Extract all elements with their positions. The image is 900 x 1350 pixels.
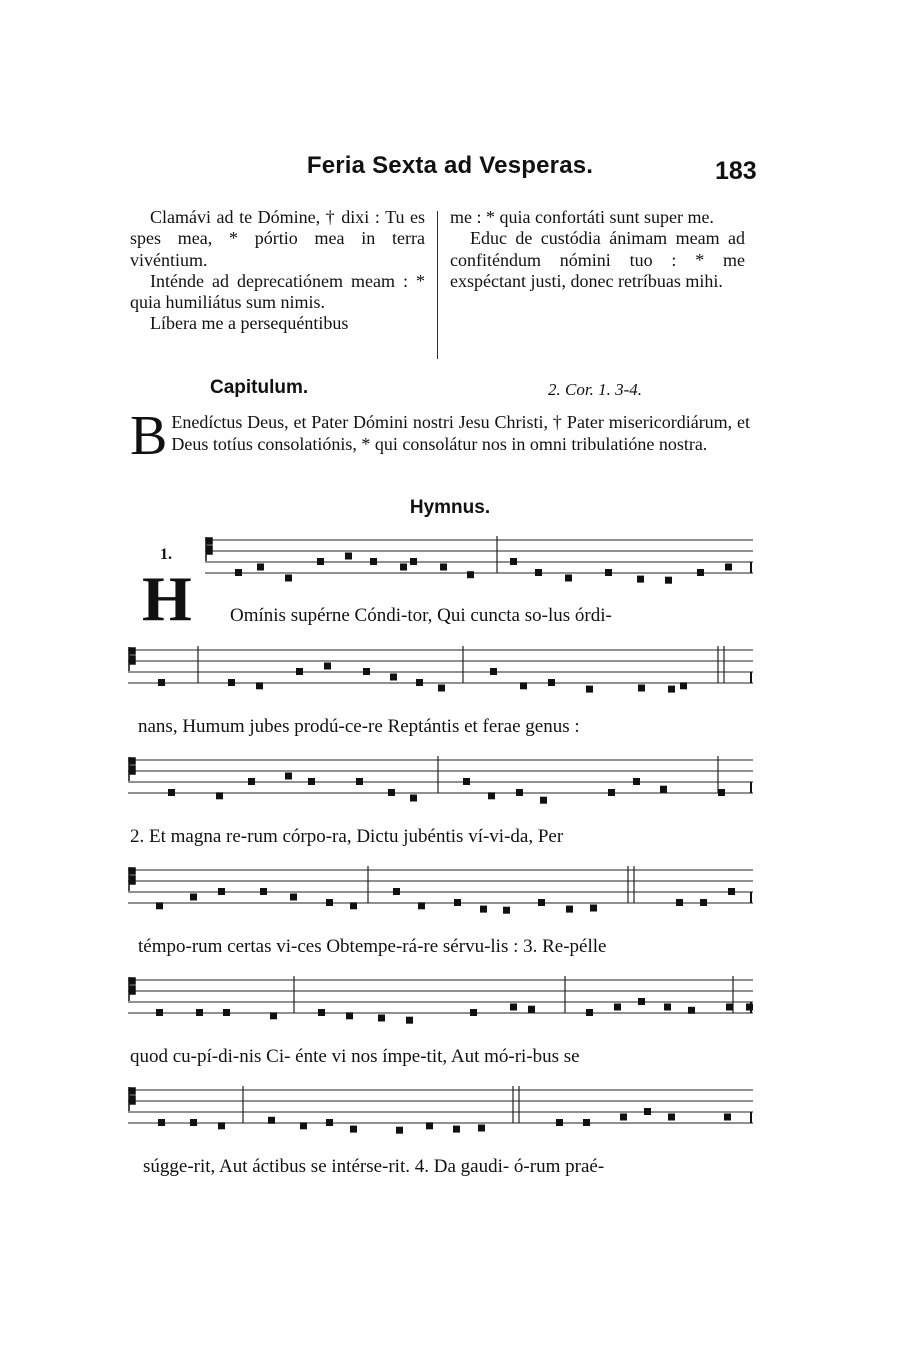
neume-note — [326, 1119, 333, 1126]
hymnus-heading: Hymnus. — [409, 497, 491, 518]
capitulum-text-block — [130, 405, 750, 467]
neume-note — [528, 1006, 535, 1013]
neume-note — [453, 1126, 460, 1133]
neume-note — [235, 569, 242, 576]
neume-note — [700, 899, 707, 906]
drop-cap: B — [130, 405, 168, 467]
neume-note — [268, 1117, 275, 1124]
neume-note — [664, 1004, 671, 1011]
neume-note — [510, 558, 517, 565]
neume-note — [406, 1017, 413, 1024]
neume-note — [668, 686, 675, 693]
neume-note — [158, 679, 165, 686]
music-staff-4 — [128, 858, 753, 928]
neume-note — [346, 1012, 353, 1019]
neume-note — [637, 576, 644, 583]
neume-note — [156, 902, 163, 909]
neume-note — [620, 1114, 627, 1121]
c-clef-icon — [129, 867, 135, 891]
neume-note — [260, 888, 267, 895]
neume-note — [223, 1009, 230, 1016]
neume-note — [463, 778, 470, 785]
hymn-lyric-line: quod cu-pí-di-nis Ci- énte vi nos ímpe-tit, Aut mó-ri-bus se — [130, 1046, 580, 1067]
verse-number: 1. — [160, 546, 172, 563]
neume-note — [697, 569, 704, 576]
neume-note — [257, 564, 264, 571]
neume-note — [270, 1012, 277, 1019]
neume-note — [418, 902, 425, 909]
neume-note — [638, 998, 645, 1005]
neume-note — [256, 682, 263, 689]
neume-note — [156, 1009, 163, 1016]
neume-note — [308, 778, 315, 785]
neume-note — [324, 663, 331, 670]
neume-note — [503, 907, 510, 914]
neume-note — [318, 1009, 325, 1016]
capitulum-heading: Capitulum. — [210, 377, 309, 398]
hymn-lyric-line: súgge-rit, Aut áctibus se intérse-rit. 4. Da gaudi- ó-rum praé- — [143, 1156, 605, 1177]
neume-note — [668, 1114, 675, 1121]
neume-note — [410, 795, 417, 802]
neume-note — [520, 682, 527, 689]
neume-note — [586, 686, 593, 693]
neume-note — [285, 575, 292, 582]
neume-note — [470, 1009, 477, 1016]
neume-note — [586, 1009, 593, 1016]
capitulum-reference: 2. Cor. 1. 3-4. — [548, 380, 642, 399]
neume-note — [548, 679, 555, 686]
neume-note — [356, 778, 363, 785]
neume-note — [196, 1009, 203, 1016]
neume-note — [583, 1119, 590, 1126]
neume-note — [296, 668, 303, 675]
neume-note — [370, 558, 377, 565]
neume-note — [480, 906, 487, 913]
c-clef-icon — [129, 757, 135, 781]
neume-note — [467, 571, 474, 578]
neume-note — [190, 1119, 197, 1126]
neume-note — [438, 685, 445, 692]
neume-note — [426, 1122, 433, 1129]
neume-note — [378, 1015, 385, 1022]
hymn-lyric-line: nans, Humum jubes prodú-ce-re Reptántis et ferae genus : — [138, 716, 580, 737]
psalm-right-column — [450, 207, 745, 292]
music-staff-1 — [205, 528, 753, 598]
psalm-columns — [130, 207, 750, 357]
music-staff-6 — [128, 1078, 753, 1148]
neume-note — [488, 792, 495, 799]
neume-note — [665, 577, 672, 584]
neume-note — [390, 674, 397, 681]
neume-note — [680, 682, 687, 689]
neume-note — [350, 902, 357, 909]
neume-note — [688, 1007, 695, 1014]
neume-note — [363, 668, 370, 675]
page-number: 183 — [715, 157, 757, 185]
neume-note — [393, 888, 400, 895]
neume-note — [724, 1114, 731, 1121]
neume-note — [490, 668, 497, 675]
neume-note — [218, 1122, 225, 1129]
neume-note — [416, 679, 423, 686]
column-divider — [437, 211, 438, 359]
hymn-initial: H — [142, 563, 192, 634]
neume-note — [556, 1119, 563, 1126]
psalm-verse: Clamávi ad te Dómine, † dixi : Tu es spes mea, * pórtio mea in terra vivéntium. — [130, 207, 425, 270]
neume-note — [410, 558, 417, 565]
neume-note — [535, 569, 542, 576]
neume-note — [728, 888, 735, 895]
psalm-verse: Inténde ad deprecatiónem meam : * quia humiliátus sum nimis. — [130, 270, 425, 313]
neume-note — [638, 685, 645, 692]
running-title: Feria Sexta ad Vesperas. — [306, 152, 594, 179]
neume-note — [248, 778, 255, 785]
psalm-verse: Líbera me a persequéntibus — [150, 313, 349, 334]
neume-note — [660, 786, 667, 793]
neume-note — [478, 1125, 485, 1132]
neume-note — [400, 564, 407, 571]
neume-note — [614, 1004, 621, 1011]
c-clef-icon — [129, 1087, 135, 1111]
neume-note — [608, 789, 615, 796]
music-staff-2 — [128, 638, 753, 708]
psalm-verse: me : * quia confortáti sunt super me. — [450, 207, 714, 227]
neume-note — [566, 906, 573, 913]
neume-note — [633, 778, 640, 785]
neume-note — [285, 773, 292, 780]
neume-note — [300, 1122, 307, 1129]
neume-note — [228, 679, 235, 686]
neume-note — [168, 789, 175, 796]
music-staff-5 — [128, 968, 753, 1038]
neume-note — [388, 789, 395, 796]
neume-note — [516, 789, 523, 796]
hymn-lyric-line: témpo-rum certas vi-ces Obtempe-rá-re sérvu-lis : 3. Re-pélle — [138, 936, 607, 957]
neume-note — [454, 899, 461, 906]
neume-note — [218, 888, 225, 895]
neume-note — [718, 789, 725, 796]
capitulum-text: Enedíctus Deus, et Pater Dómini nostri Jesu Christi, † Pater misericordiárum, et Deus totíus consolatiónis, * qui consolátur nos in omni tribulatióne nostra. — [171, 412, 750, 454]
neume-note — [726, 1004, 733, 1011]
neume-note — [158, 1119, 165, 1126]
neume-note — [565, 575, 572, 582]
neume-note — [190, 894, 197, 901]
neume-note — [605, 569, 612, 576]
neume-note — [590, 905, 597, 912]
neume-note — [510, 1004, 517, 1011]
neume-note — [538, 899, 545, 906]
neume-note — [540, 797, 547, 804]
neume-note — [216, 792, 223, 799]
c-clef-icon — [206, 537, 212, 561]
neume-note — [317, 558, 324, 565]
psalm-verse: Educ de custódia ánimam meam ad confiténdum nómini tuo : * me exspéctant justi, donec retríbuas mihi. — [450, 228, 745, 291]
neume-note — [644, 1108, 651, 1115]
neume-note — [725, 564, 732, 571]
neume-note — [290, 894, 297, 901]
neume-note — [396, 1127, 403, 1134]
hymn-lyric-line: 2. Et magna re-rum córpo-ra, Dictu jubéntis ví-vi-da, Per — [130, 826, 564, 847]
psalm-left-column — [130, 207, 425, 335]
neume-note — [326, 899, 333, 906]
neume-note — [440, 564, 447, 571]
c-clef-icon — [129, 977, 135, 1001]
neume-note — [676, 899, 683, 906]
neume-note — [345, 553, 352, 560]
c-clef-icon — [129, 647, 135, 671]
neume-note — [350, 1126, 357, 1133]
hymn-lyric-line: Omínis supérne Cóndi-tor, Qui cuncta so-lus órdi- — [230, 605, 612, 626]
music-staff-3 — [128, 748, 753, 818]
